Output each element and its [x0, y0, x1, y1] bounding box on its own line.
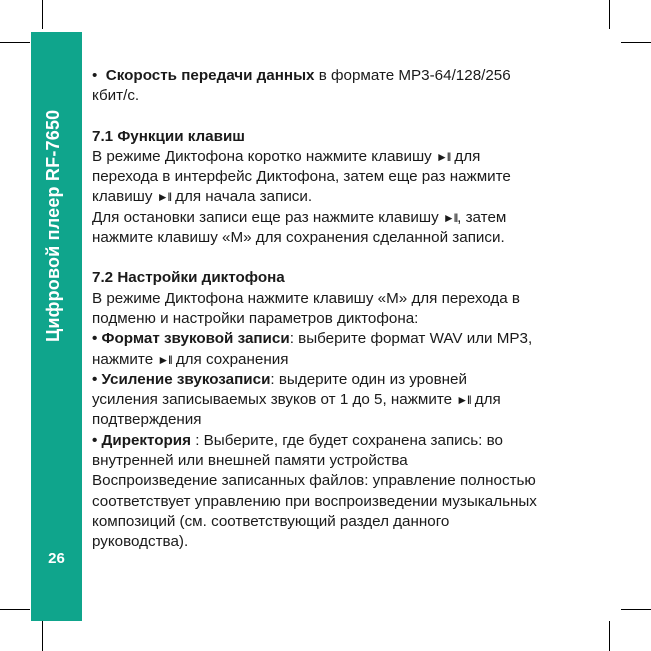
intro-bold: Скорость передачи данных	[105, 67, 315, 84]
intro-line-2: кбит/с.	[92, 87, 140, 105]
section-71-text: В режиме Диктофона коротко нажмите клавишу ►ll для	[92, 147, 481, 165]
play-pause-icon: ►ll	[456, 393, 471, 408]
sidebar-title: Цифровой плеер RF-7650	[43, 109, 63, 342]
page-content: • Скорость передачи данных в формате MP3-64/128/256 кбит/с. 7.1 Функции клавиш В режиме Диктофона коротко нажмите клавишу ►ll для перехода в интерфейс Диктофона, затем еще раз нажмите клавишу ►ll для начала записи. Для остановки записи еще раз нажмите клавишу ►ll, затем нажмите клавишу «M» для сохранения сделанной записи. 7.2 Настройки диктофона В режиме Диктофона нажмите клавишу «M» для перехода в подменю и настройки параметров диктофона: • Формат звуковой записи: выберите формат WAV или MP3, нажмите ►ll для сохранения • Усиление звукозаписи: выдерите один из уровней усиления записываемых звуков от 1 до 5, нажмите ►ll для подтверждения • Директория : Выберите, где будет сохранена запись: во внутренней или внешней памяти устройства Воспроизведение записанных файлов: управление полностью соответствует управлению при воспроизведении музыкальных композиций (см. соответствующий раздел данного руководства).	[92, 66, 592, 553]
format-item: • Формат звуковой записи: выберите формат WAV или MP3,	[92, 330, 533, 348]
crop-mark	[609, 621, 610, 651]
play-pause-icon: ►ll	[156, 190, 171, 205]
directory-item: • Директория : Выберите, где будет сохранена запись: во	[92, 431, 503, 449]
page-number: 26	[48, 550, 65, 567]
crop-mark	[0, 42, 30, 43]
intro-paragraph: • Скорость передачи данных в формате MP3-64/128/256	[92, 67, 511, 84]
play-pause-icon: ►ll	[442, 210, 458, 225]
section-72-heading: 7.2 Настройки диктофона	[92, 269, 285, 287]
crop-mark	[42, 0, 43, 29]
crop-mark	[0, 609, 30, 610]
crop-mark	[621, 42, 651, 43]
crop-mark	[609, 0, 610, 29]
play-pause-icon: ►ll	[435, 149, 451, 164]
section-71-heading: 7.1 Функции клавиш	[92, 127, 245, 145]
play-pause-icon: ►ll	[157, 352, 172, 367]
gain-item: • Усиление звукозаписи: выдерите один из уровней	[92, 370, 467, 388]
crop-mark	[42, 621, 43, 651]
crop-mark	[621, 609, 651, 610]
